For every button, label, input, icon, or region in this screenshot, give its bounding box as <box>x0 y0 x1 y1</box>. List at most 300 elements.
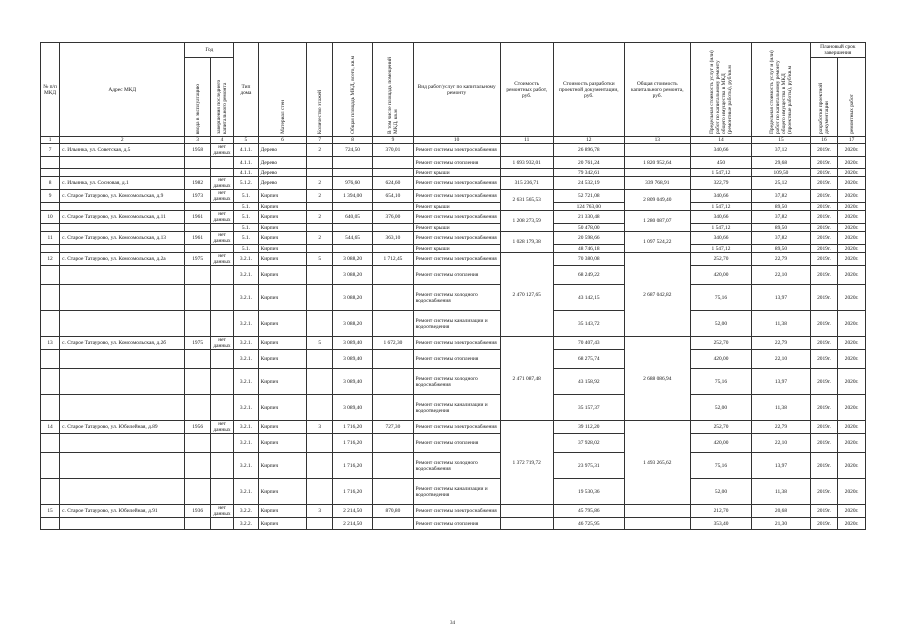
row-house-type: 5.1. <box>234 211 258 224</box>
row-limit-design: 13,97 <box>752 369 810 395</box>
row-year-last-repair: нет данных <box>210 421 233 434</box>
table-row <box>41 157 866 169</box>
row-limit-repair: 353,40 <box>690 518 752 530</box>
row-limit-repair: 340,66 <box>690 211 752 224</box>
row-limit-repair: 252,70 <box>690 337 752 350</box>
row-floors: 2 <box>307 177 332 190</box>
header-premises-area: В том числе площадь помещений МКД, кв.м <box>373 43 413 137</box>
row-year-last-repair <box>210 203 233 211</box>
row-wall-material: Кирпич <box>258 453 307 479</box>
row-plan-repair: 2020г. <box>838 169 866 177</box>
row-total-area: 3 088,20 <box>332 253 372 266</box>
row-index <box>41 285 60 311</box>
row-limit-design: 22,10 <box>752 266 810 285</box>
row-design-cost: 39 112,20 <box>553 421 624 434</box>
register-body <box>41 137 866 530</box>
row-limit-design: 13,97 <box>752 285 810 311</box>
row-year-last-repair <box>210 245 233 253</box>
row-total-cost: 1 493 265,62 <box>624 421 690 505</box>
row-design-cost: 35 143,72 <box>553 311 624 337</box>
column-number-row <box>41 137 866 144</box>
row-floors <box>307 350 332 369</box>
row-plan-design: 2019г. <box>810 232 838 245</box>
row-year-last-repair <box>210 369 233 395</box>
row-premises-area <box>373 453 413 479</box>
row-plan-design: 2019г. <box>810 421 838 434</box>
row-limit-repair: 1 547,12 <box>690 169 752 177</box>
row-total-area: 3 088,20 <box>332 285 372 311</box>
row-year-commission <box>185 266 210 285</box>
row-address <box>60 224 185 232</box>
row-plan-design: 2019г. <box>810 203 838 211</box>
row-total-area: 1 394,00 <box>332 190 372 203</box>
row-limit-repair: 252,70 <box>690 421 752 434</box>
row-plan-design: 2019г. <box>810 350 838 369</box>
row-year-last-repair <box>210 224 233 232</box>
row-limit-design: 37,12 <box>752 144 810 157</box>
row-year-last-repair <box>210 453 233 479</box>
row-index <box>41 350 60 369</box>
row-design-cost: 37 928,02 <box>553 434 624 453</box>
row-plan-design: 2019г. <box>810 157 838 169</box>
row-house-type: 5.1. <box>234 245 258 253</box>
row-index <box>41 169 60 177</box>
row-limit-design: 89,50 <box>752 203 810 211</box>
row-year-commission <box>185 518 210 530</box>
row-plan-repair: 2020г. <box>838 203 866 211</box>
row-year-last-repair <box>210 266 233 285</box>
row-total-cost <box>624 505 690 518</box>
row-limit-design: 11,38 <box>752 479 810 505</box>
row-plan-design: 2019г. <box>810 434 838 453</box>
row-year-commission: 1975 <box>185 337 210 350</box>
row-design-cost: 26 896,78 <box>553 144 624 157</box>
row-plan-repair: 2020г. <box>838 224 866 232</box>
row-design-cost: 52 721,08 <box>553 190 624 203</box>
row-limit-design: 22,10 <box>752 350 810 369</box>
row-design-cost: 20 598,66 <box>553 232 624 245</box>
column-number: 2 <box>60 137 185 144</box>
column-number: 16 <box>810 137 838 144</box>
row-address <box>60 350 185 369</box>
row-address: с. Ильинка, ул. Советская, д.5 <box>60 144 185 157</box>
row-premises-area <box>373 285 413 311</box>
row-address <box>60 285 185 311</box>
table-row <box>41 203 866 211</box>
row-limit-design: 109,50 <box>752 169 810 177</box>
row-index <box>41 266 60 285</box>
row-limit-design: 22,79 <box>752 421 810 434</box>
row-limit-design: 22,79 <box>752 337 810 350</box>
register-sheet <box>40 42 866 530</box>
row-premises-area: 727,30 <box>373 421 413 434</box>
column-number: 4 <box>210 137 233 144</box>
row-house-type: 3.2.2. <box>234 505 258 518</box>
row-plan-repair: 2020г. <box>838 434 866 453</box>
row-year-commission <box>185 245 210 253</box>
row-house-type: 4.1.1. <box>234 144 258 157</box>
row-index <box>41 245 60 253</box>
row-year-last-repair <box>210 395 233 421</box>
row-plan-repair: 2020г. <box>838 144 866 157</box>
row-year-commission: 1975 <box>185 253 210 266</box>
row-repair-cost: 2 471 087,48 <box>500 337 553 421</box>
row-total-area <box>332 245 372 253</box>
row-design-cost: 45 795,86 <box>553 505 624 518</box>
row-limit-repair: 75,16 <box>690 453 752 479</box>
row-wall-material: Дерево <box>258 144 307 157</box>
row-limit-repair: 340,66 <box>690 190 752 203</box>
header-limit-repair: Предельная стоимость услуг и (или) работ по капитальному ремонту общего имущества в МКД (ремонтные работы), руб/кв.м <box>690 43 752 137</box>
row-plan-repair: 2020г. <box>838 395 866 421</box>
row-wall-material: Кирпич <box>258 285 307 311</box>
row-plan-repair: 2020г. <box>838 369 866 395</box>
row-house-type: 3.2.1. <box>234 311 258 337</box>
table-row <box>41 144 866 157</box>
row-work-type: Ремонт системы отопления <box>413 266 500 285</box>
row-limit-repair: 420,00 <box>690 266 752 285</box>
row-index <box>41 203 60 211</box>
row-limit-repair: 1 547,12 <box>690 203 752 211</box>
header-year-group: Год <box>185 43 234 58</box>
header-limit-design: Предельная стоимость услуг и (или) работ по капитальному ремонту общего имущества в МКД (проектные работы), руб/кв.м <box>752 43 810 137</box>
row-index <box>41 479 60 505</box>
row-year-last-repair: нет данных <box>210 337 233 350</box>
row-floors <box>307 453 332 479</box>
row-work-type: Ремонт системы электроснабжения <box>413 253 500 266</box>
row-address: с. Старое Татаурово, ул. Комсомольская, д.2б <box>60 337 185 350</box>
row-design-cost: 68 275,74 <box>553 350 624 369</box>
row-total-area: 1 716,20 <box>332 479 372 505</box>
row-work-type: Ремонт системы электроснабжения <box>413 505 500 518</box>
row-limit-design: 11,38 <box>752 311 810 337</box>
row-year-last-repair <box>210 311 233 337</box>
row-index <box>41 311 60 337</box>
row-work-type: Ремонт системы электроснабжения <box>413 232 500 245</box>
column-number: 12 <box>553 137 624 144</box>
row-address <box>60 266 185 285</box>
row-total-cost <box>624 518 690 530</box>
row-limit-design: 29,68 <box>752 157 810 169</box>
header-wall-material: Материал стен <box>258 43 307 137</box>
row-premises-area <box>373 369 413 395</box>
row-total-cost <box>624 144 690 157</box>
row-house-type: 3.2.1. <box>234 369 258 395</box>
row-premises-area <box>373 157 413 169</box>
row-work-type: Ремонт системы холодного водоснабжения <box>413 369 500 395</box>
row-year-last-repair <box>210 157 233 169</box>
row-year-last-repair: нет данных <box>210 232 233 245</box>
row-limit-repair: 420,00 <box>690 350 752 369</box>
row-index: 11 <box>41 232 60 245</box>
row-year-last-repair: нет данных <box>210 144 233 157</box>
header-floors: Количество этажей <box>307 43 332 137</box>
row-year-commission: 1973 <box>185 190 210 203</box>
row-limit-repair: 340,66 <box>690 232 752 245</box>
row-total-cost: 1 280 087,07 <box>624 211 690 232</box>
row-wall-material: Кирпич <box>258 395 307 421</box>
repair-register-table <box>40 42 866 530</box>
row-total-area: 3 088,20 <box>332 266 372 285</box>
row-premises-area <box>373 224 413 232</box>
row-design-cost: 43 142,15 <box>553 285 624 311</box>
row-house-type: 3.2.1. <box>234 285 258 311</box>
row-address: с. Старое Татаурово, ул. Комсомольская, д.13 <box>60 232 185 245</box>
row-address <box>60 369 185 395</box>
row-total-area: 1 716,20 <box>332 434 372 453</box>
row-total-area <box>332 169 372 177</box>
row-plan-repair: 2020г. <box>838 211 866 224</box>
row-plan-repair: 2020г. <box>838 232 866 245</box>
row-year-commission: 1982 <box>185 177 210 190</box>
row-address: с. Старое Татаурово, ул. Комсомольская, д.9 <box>60 190 185 203</box>
row-year-commission <box>185 169 210 177</box>
header-index: № п/п МКД <box>41 43 60 137</box>
row-total-area: 544,65 <box>332 232 372 245</box>
row-year-commission <box>185 203 210 211</box>
row-limit-design: 37,82 <box>752 232 810 245</box>
row-year-commission <box>185 395 210 421</box>
row-floors <box>307 285 332 311</box>
row-year-commission <box>185 434 210 453</box>
row-work-type: Ремонт системы электроснабжения <box>413 211 500 224</box>
row-repair-cost: 1 693 932,01 <box>500 157 553 169</box>
row-year-last-repair: нет данных <box>210 190 233 203</box>
row-plan-repair: 2020г. <box>838 266 866 285</box>
row-house-type: 3.2.1. <box>234 434 258 453</box>
row-limit-repair: 75,16 <box>690 369 752 395</box>
row-work-type: Ремонт крыши <box>413 245 500 253</box>
row-work-type: Ремонт системы отопления <box>413 157 500 169</box>
table-row <box>41 518 866 530</box>
row-design-cost: 35 157,37 <box>553 395 624 421</box>
row-work-type: Ремонт системы электроснабжения <box>413 421 500 434</box>
row-year-commission <box>185 350 210 369</box>
header-year-commission: ввода в эксплуатацию <box>185 58 210 137</box>
row-limit-repair: 420,00 <box>690 434 752 453</box>
row-work-type: Ремонт системы электроснабжения <box>413 337 500 350</box>
row-limit-repair: 322,79 <box>690 177 752 190</box>
row-year-commission: 1961 <box>185 232 210 245</box>
header-plan-group: Плановый срок завершения <box>810 43 865 58</box>
column-number: 13 <box>624 137 690 144</box>
row-total-cost: 1 097 524,22 <box>624 232 690 253</box>
row-repair-cost: 1 208 273,59 <box>500 211 553 232</box>
row-limit-repair: 52,00 <box>690 479 752 505</box>
table-row <box>41 350 866 369</box>
row-plan-repair: 2020г. <box>838 479 866 505</box>
row-design-cost: 68 249,22 <box>553 266 624 285</box>
row-house-type: 3.2.1. <box>234 453 258 479</box>
row-repair-cost: 2 631 565,53 <box>500 190 553 211</box>
table-row <box>41 369 866 395</box>
row-house-type: 3.2.1. <box>234 350 258 369</box>
row-house-type: 5.1. <box>234 224 258 232</box>
row-year-last-repair: нет данных <box>210 211 233 224</box>
row-year-commission <box>185 157 210 169</box>
row-plan-design: 2019г. <box>810 144 838 157</box>
row-limit-design: 22,10 <box>752 434 810 453</box>
table-row <box>41 211 866 224</box>
row-premises-area <box>373 169 413 177</box>
column-number: 15 <box>752 137 810 144</box>
row-wall-material: Кирпич <box>258 245 307 253</box>
row-total-area: 640,05 <box>332 211 372 224</box>
row-index: 15 <box>41 505 60 518</box>
row-work-type: Ремонт системы отопления <box>413 518 500 530</box>
row-year-commission <box>185 369 210 395</box>
row-work-type: Ремонт системы отопления <box>413 434 500 453</box>
row-year-commission: 1958 <box>185 144 210 157</box>
row-year-last-repair <box>210 479 233 505</box>
row-limit-repair: 1 547,12 <box>690 245 752 253</box>
row-address <box>60 169 185 177</box>
row-work-type: Ремонт системы электроснабжения <box>413 177 500 190</box>
row-limit-design: 11,38 <box>752 395 810 421</box>
row-limit-design: 89,50 <box>752 245 810 253</box>
table-row <box>41 169 866 177</box>
column-number: 14 <box>690 137 752 144</box>
row-plan-design: 2019г. <box>810 177 838 190</box>
row-design-cost: 70 380,08 <box>553 253 624 266</box>
row-repair-cost: 1 372 719,72 <box>500 421 553 505</box>
row-total-cost <box>624 169 690 177</box>
row-plan-repair: 2020г. <box>838 190 866 203</box>
row-wall-material: Кирпич <box>258 190 307 203</box>
row-limit-design: 21,30 <box>752 518 810 530</box>
row-design-cost: 70 407,43 <box>553 337 624 350</box>
header-total-area: Общая площадь МКД, всего, кв.м <box>332 43 372 137</box>
row-floors <box>307 369 332 395</box>
row-limit-design: 20,68 <box>752 505 810 518</box>
row-wall-material: Кирпич <box>258 203 307 211</box>
row-address <box>60 434 185 453</box>
row-plan-repair: 2020г. <box>838 453 866 479</box>
row-design-cost: 19 530,36 <box>553 479 624 505</box>
row-house-type: 3.2.1. <box>234 421 258 434</box>
row-wall-material: Кирпич <box>258 266 307 285</box>
row-wall-material: Дерево <box>258 177 307 190</box>
row-wall-material: Кирпич <box>258 479 307 505</box>
row-premises-area: 624,60 <box>373 177 413 190</box>
row-total-area <box>332 157 372 169</box>
row-address <box>60 518 185 530</box>
row-house-type: 4.1.1. <box>234 157 258 169</box>
row-work-type: Ремонт крыши <box>413 203 500 211</box>
row-wall-material: Дерево <box>258 157 307 169</box>
row-premises-area: 1 712,45 <box>373 253 413 266</box>
row-premises-area: 1 672,30 <box>373 337 413 350</box>
table-row <box>41 337 866 350</box>
row-floors <box>307 434 332 453</box>
row-limit-design: 37,82 <box>752 211 810 224</box>
row-year-last-repair <box>210 350 233 369</box>
column-number: 11 <box>500 137 553 144</box>
header-plan-repair: ремонтных работ <box>838 58 866 137</box>
row-year-last-repair: нет данных <box>210 505 233 518</box>
row-design-cost: 48 746,18 <box>553 245 624 253</box>
row-address <box>60 453 185 479</box>
row-year-last-repair: нет данных <box>210 253 233 266</box>
row-floors: 2 <box>307 232 332 245</box>
row-premises-area: 870,80 <box>373 505 413 518</box>
row-plan-design: 2019г. <box>810 285 838 311</box>
row-design-cost: 23 975,31 <box>553 453 624 479</box>
row-limit-repair: 52,00 <box>690 395 752 421</box>
row-index <box>41 453 60 479</box>
row-index <box>41 369 60 395</box>
column-number: 8 <box>332 137 372 144</box>
header-total-cost: Общая стоимость капитального ремонта, руб. <box>624 43 690 137</box>
row-premises-area <box>373 245 413 253</box>
row-limit-repair: 1 547,12 <box>690 224 752 232</box>
row-wall-material: Дерево <box>258 169 307 177</box>
row-wall-material: Кирпич <box>258 434 307 453</box>
row-premises-area: 376,00 <box>373 211 413 224</box>
row-design-cost: 50 478,00 <box>553 224 624 232</box>
row-floors <box>307 479 332 505</box>
row-total-area: 1 716,20 <box>332 421 372 434</box>
row-work-type: Ремонт системы канализации и водоотведения <box>413 479 500 505</box>
row-limit-repair: 450 <box>690 157 752 169</box>
row-plan-design: 2019г. <box>810 395 838 421</box>
table-row <box>41 245 866 253</box>
row-plan-repair: 2020г. <box>838 311 866 337</box>
row-floors: 3 <box>307 421 332 434</box>
row-address <box>60 203 185 211</box>
row-floors: 2 <box>307 190 332 203</box>
row-limit-repair: 52,00 <box>690 311 752 337</box>
row-plan-design: 2019г. <box>810 505 838 518</box>
row-premises-area <box>373 518 413 530</box>
row-index <box>41 157 60 169</box>
row-total-area <box>332 203 372 211</box>
row-floors <box>307 157 332 169</box>
row-wall-material: Кирпич <box>258 253 307 266</box>
row-wall-material: Кирпич <box>258 232 307 245</box>
table-row <box>41 266 866 285</box>
row-limit-repair: 75,16 <box>690 285 752 311</box>
row-repair-cost <box>500 518 553 530</box>
row-wall-material: Кирпич <box>258 369 307 395</box>
row-floors <box>307 395 332 421</box>
row-design-cost: 124 763,00 <box>553 203 624 211</box>
row-address: с. Старое Татаурово, ул. Комсомольская, д.2а <box>60 253 185 266</box>
row-wall-material: Кирпич <box>258 421 307 434</box>
row-index: 8 <box>41 177 60 190</box>
header-address: Адрес МКД <box>60 43 185 137</box>
row-plan-repair: 2020г. <box>838 518 866 530</box>
row-total-area: 2 214,50 <box>332 518 372 530</box>
row-limit-design: 25,12 <box>752 177 810 190</box>
column-number: 17 <box>838 137 866 144</box>
row-floors <box>307 518 332 530</box>
row-plan-design: 2019г. <box>810 169 838 177</box>
row-floors: 5 <box>307 253 332 266</box>
row-total-area: 976,60 <box>332 177 372 190</box>
row-total-area: 1 716,20 <box>332 453 372 479</box>
row-plan-repair: 2020г. <box>838 337 866 350</box>
row-year-commission <box>185 285 210 311</box>
table-row <box>41 395 866 421</box>
row-limit-repair: 252,70 <box>690 253 752 266</box>
row-total-area: 3 089,40 <box>332 337 372 350</box>
row-address <box>60 311 185 337</box>
row-house-type: 5.1. <box>234 232 258 245</box>
row-year-commission <box>185 224 210 232</box>
header-year-last-repair: завершения последнего капитального ремонта <box>210 58 233 137</box>
row-index: 12 <box>41 253 60 266</box>
